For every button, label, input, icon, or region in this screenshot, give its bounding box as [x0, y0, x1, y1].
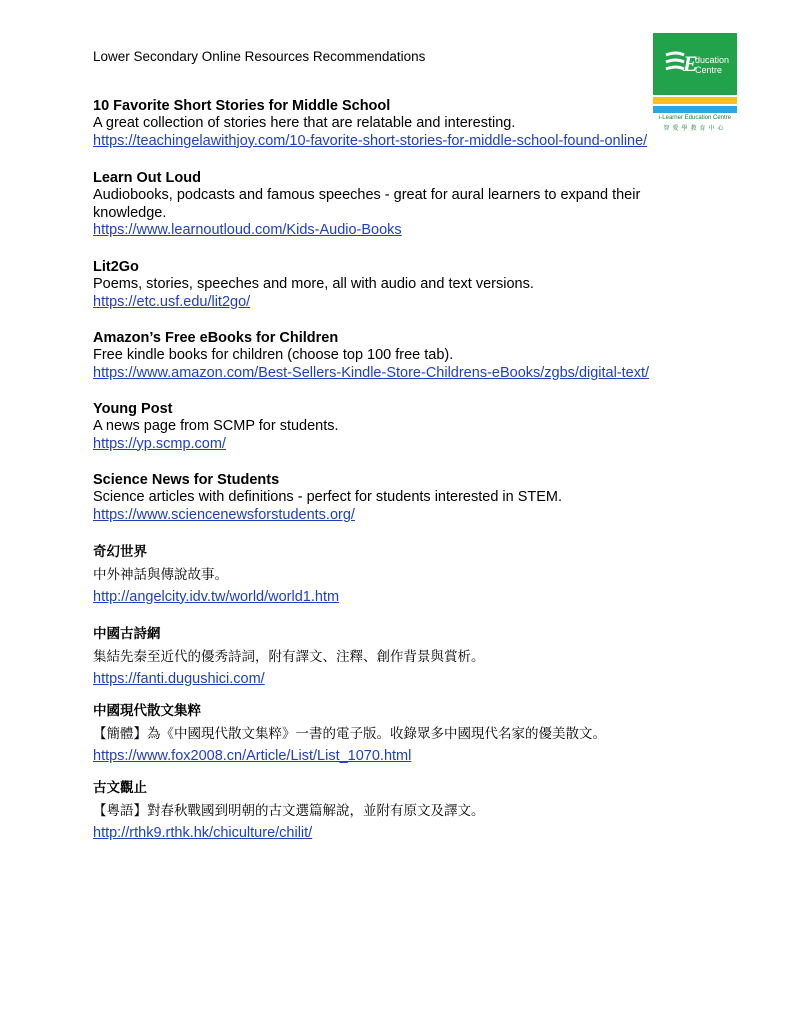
resource-link[interactable]: http://rthk9.rthk.hk/chiculture/chilit/ [93, 824, 313, 841]
resource-link[interactable]: https://fanti.dugushici.com/ [93, 670, 265, 687]
resource-description: A great collection of stories here that are relatable and interesting. [93, 115, 516, 131]
resource-title: Science News for Students [93, 472, 280, 488]
logo-big-letter: E [683, 51, 698, 76]
resource-entry [93, 330, 713, 382]
resource-entry [93, 472, 713, 524]
resource-title: 古文觀止 [93, 780, 147, 796]
resource-title: 中國現代散文集粹 [93, 703, 201, 719]
resource-description: Poems, stories, speeches and more, all with audio and text versions. [93, 276, 534, 292]
resource-link[interactable]: https://etc.usf.edu/lit2go/ [93, 293, 251, 310]
resource-title: Amazon’s Free eBooks for Children [93, 330, 339, 346]
resource-link[interactable]: https://yp.scmp.com/ [93, 435, 226, 452]
resource-entry [93, 703, 713, 765]
resource-description: 【粵語】對春秋戰國到明朝的古文選篇解說，並附有原文及譯文。 [93, 803, 485, 819]
resource-title: 10 Favorite Short Stories for Middle School [93, 98, 391, 114]
resource-link[interactable]: https://www.fox2008.cn/Article/List/List_1070.html [93, 747, 412, 764]
resource-title: Lit2Go [93, 259, 139, 275]
logo-text [695, 55, 735, 75]
resource-entry [93, 259, 713, 311]
resource-entry [93, 780, 713, 842]
resource-title: 中國古詩網 [93, 626, 161, 642]
resource-description: Science articles with definitions - perfect for students interested in STEM. [93, 489, 563, 505]
resource-description: 【簡體】為《中國現代散文集粹》一書的電子版。收錄眾多中國現代名家的優美散文。 [93, 726, 606, 742]
document-title: Lower Secondary Online Resources Recommendations [93, 49, 426, 64]
resource-title: Young Post [93, 401, 173, 417]
logo-chinese-name: 智愛學教育中心 [663, 126, 727, 132]
resource-title: Learn Out Loud [93, 170, 201, 186]
resource-entry [93, 170, 713, 240]
resource-description: A news page from SCMP for students. [93, 418, 339, 434]
resource-link[interactable]: https://www.sciencenewsforstudents.org/ [93, 506, 355, 523]
resource-link[interactable]: https://www.amazon.com/Best-Sellers-Kindle-Store-Childrens-eBooks/zgbs/digital-text/ [93, 364, 650, 381]
resource-description: 中外神話與傳說故事。 [93, 567, 228, 583]
resource-description: Audiobooks, podcasts and famous speeches - great for aural learners to expand their knowledge. [93, 187, 641, 221]
resource-link[interactable]: https://www.learnoutloud.com/Kids-Audio-Books [93, 222, 402, 238]
resource-entry [93, 401, 713, 453]
resource-title: 奇幻世界 [93, 544, 147, 560]
resource-link[interactable]: http://angelcity.idv.tw/world/world1.htm [93, 588, 340, 605]
logo-english-name: i-Learner Education Centre [658, 115, 732, 121]
resource-entry [93, 626, 713, 688]
logo-line-2: Centre [695, 65, 723, 75]
logo-line-1: ducation [695, 55, 730, 65]
resource-entry [93, 544, 713, 606]
resource-description: 集結先秦至近代的優秀詩詞，附有譯文、注釋、創作背景與賞析。 [93, 649, 485, 665]
resource-link[interactable]: https://teachingelawithjoy.com/10-favorite-short-stories-for-middle-school-found-online/ [93, 132, 648, 149]
resource-description: Free kindle books for children (choose top 100 free tab). [93, 347, 454, 363]
resource-entry [93, 98, 713, 150]
